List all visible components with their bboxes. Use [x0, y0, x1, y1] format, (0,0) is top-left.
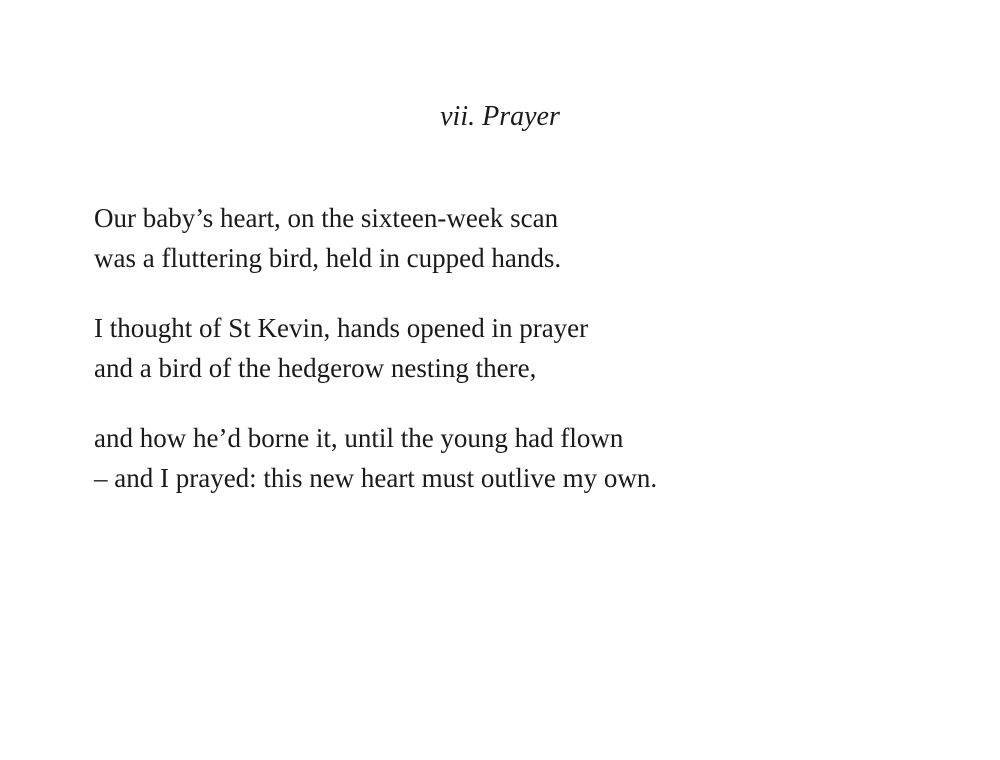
stanza-3: [94, 418, 934, 498]
poem-line: I thought of St Kevin, hands opened in prayer: [94, 313, 589, 343]
stanza-2: [94, 308, 934, 388]
stanza-1: [94, 198, 934, 278]
poem-line: Our baby’s heart, on the sixteen-week scan: [94, 203, 559, 233]
poem-line: and how he’d borne it, until the young had flown: [94, 423, 624, 453]
poem-body: [94, 198, 934, 528]
poem-title: vii. Prayer: [440, 101, 560, 132]
poem-line: and a bird of the hedgerow nesting there,: [94, 353, 537, 383]
poem-line: was a fluttering bird, held in cupped hands.: [94, 243, 562, 273]
poem-line: – and I prayed: this new heart must outlive my own.: [94, 463, 658, 493]
